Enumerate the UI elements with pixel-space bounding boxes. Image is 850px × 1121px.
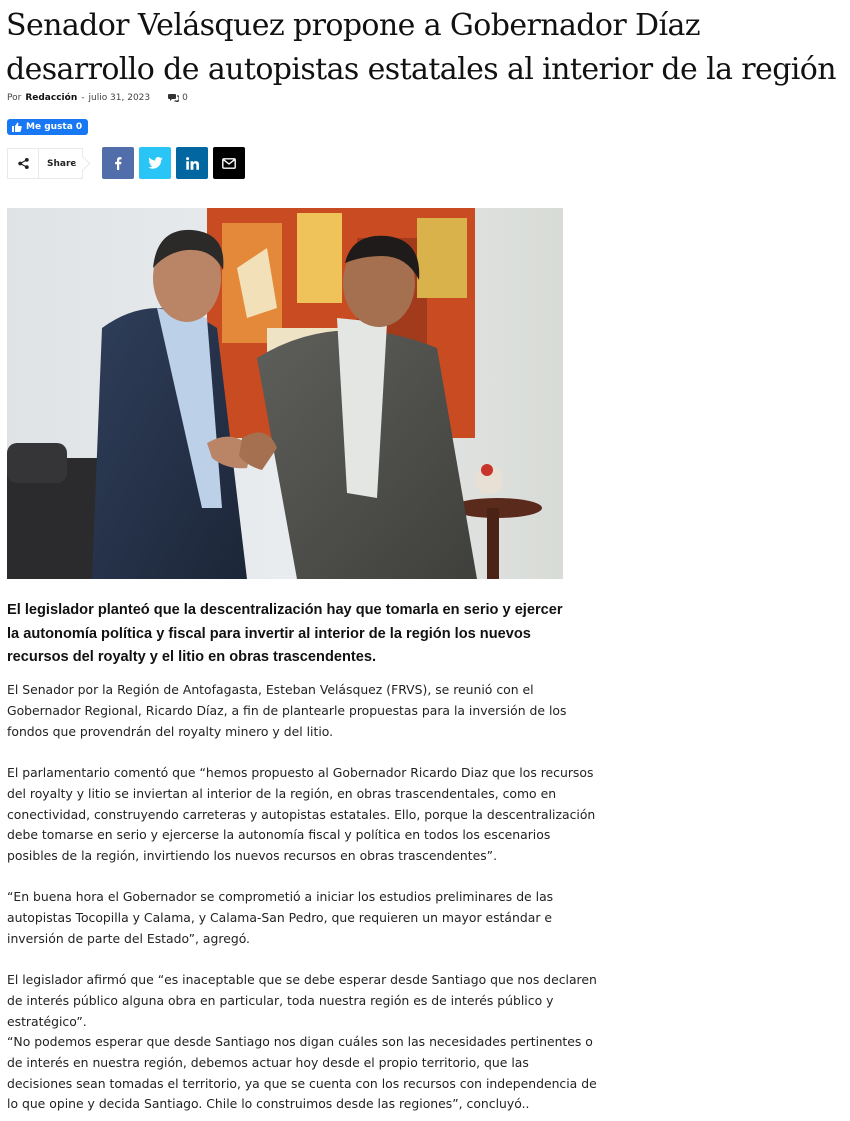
share-email-button[interactable]	[213, 147, 245, 179]
by-label: Por	[7, 93, 22, 103]
share-icon	[8, 149, 39, 178]
share-twitter-button[interactable]	[139, 147, 171, 179]
linkedin-icon	[186, 157, 199, 170]
article-paragraph: El legislador afirmó que “es inaceptable que se debe esperar desde Santiago que nos declaren de interés público alguna obra en particular, toda nuestra región es de interés público y estratégico”.	[7, 972, 597, 1029]
meta-separator: -	[81, 93, 85, 103]
facebook-icon	[114, 157, 122, 170]
article-title: Senador Velásquez propone a Gobernador Díaz desarrollo de autopistas estatales al interior de la región	[6, 8, 836, 87]
thumbs-up-icon	[12, 122, 22, 132]
comment-count: 0	[182, 93, 188, 103]
article-paragraph: El Senador por la Región de Antofagasta, Esteban Velásquez (FRVS), se reunió con el Gobernador Regional, Ricardo Díaz, a fin de plantearle propuestas para la inversión de los fondos que provendrán del royalty minero y del litio.	[7, 682, 567, 739]
article-lead: El legislador planteó que la descentralización hay que tomarla en serio y ejercer la autonomía política y fiscal para invertir al interior de la región los nuevos recursos del royalty y el litio en obras trascendentes.	[7, 602, 563, 665]
facebook-like-button[interactable]	[7, 119, 88, 135]
article-meta	[7, 93, 188, 103]
share-label: Share	[47, 158, 77, 169]
author-link[interactable]: Redacción	[25, 93, 78, 103]
twitter-icon	[148, 157, 163, 169]
publish-date: julio 31, 2023	[88, 93, 151, 103]
comments-icon	[168, 94, 179, 102]
facebook-like-label: Me gusta 0	[26, 122, 83, 132]
email-icon	[222, 158, 236, 169]
share-toggle[interactable]	[7, 148, 83, 179]
article-paragraph: “No podemos esperar que desde Santiago nos digan cuáles son las necesidades pertinentes o de interés en nuestra región, debemos actuar hoy desde el propio territorio, que las decisiones sean tomadas el territorio, ya que se cuenta con los recursos con independencia de lo que opine y decida Santiago. Chile lo construimos desde las regiones”, concluyó..	[7, 1034, 597, 1112]
article-photo	[7, 208, 563, 579]
article-paragraph: El parlamentario comentó que “hemos propuesto al Gobernador Ricardo Diaz que los recursos del royalty y litio se inviertan al interior de la región, en obras trascendentales, como en conectividad, construyendo carreteras y autopistas estatales. Ello, porque la descentralización debe tomarse en serio y ejercerse la autonomía fiscal y política en todos los escenarios posibles de la región, invirtiendo los nuevos recursos en obras trascendentes”.	[7, 765, 596, 864]
share-facebook-button[interactable]	[102, 147, 134, 179]
comments-link[interactable]	[168, 93, 188, 103]
article-paragraph: “En buena hora el Gobernador se comprometió a iniciar los estudios preliminares de las autopistas Tocopilla y Calama, y Calama-San Pedro, que requieren un mayor estándar e inversión de parte del Estado”, agregó.	[7, 889, 554, 946]
share-linkedin-button[interactable]	[176, 147, 208, 179]
